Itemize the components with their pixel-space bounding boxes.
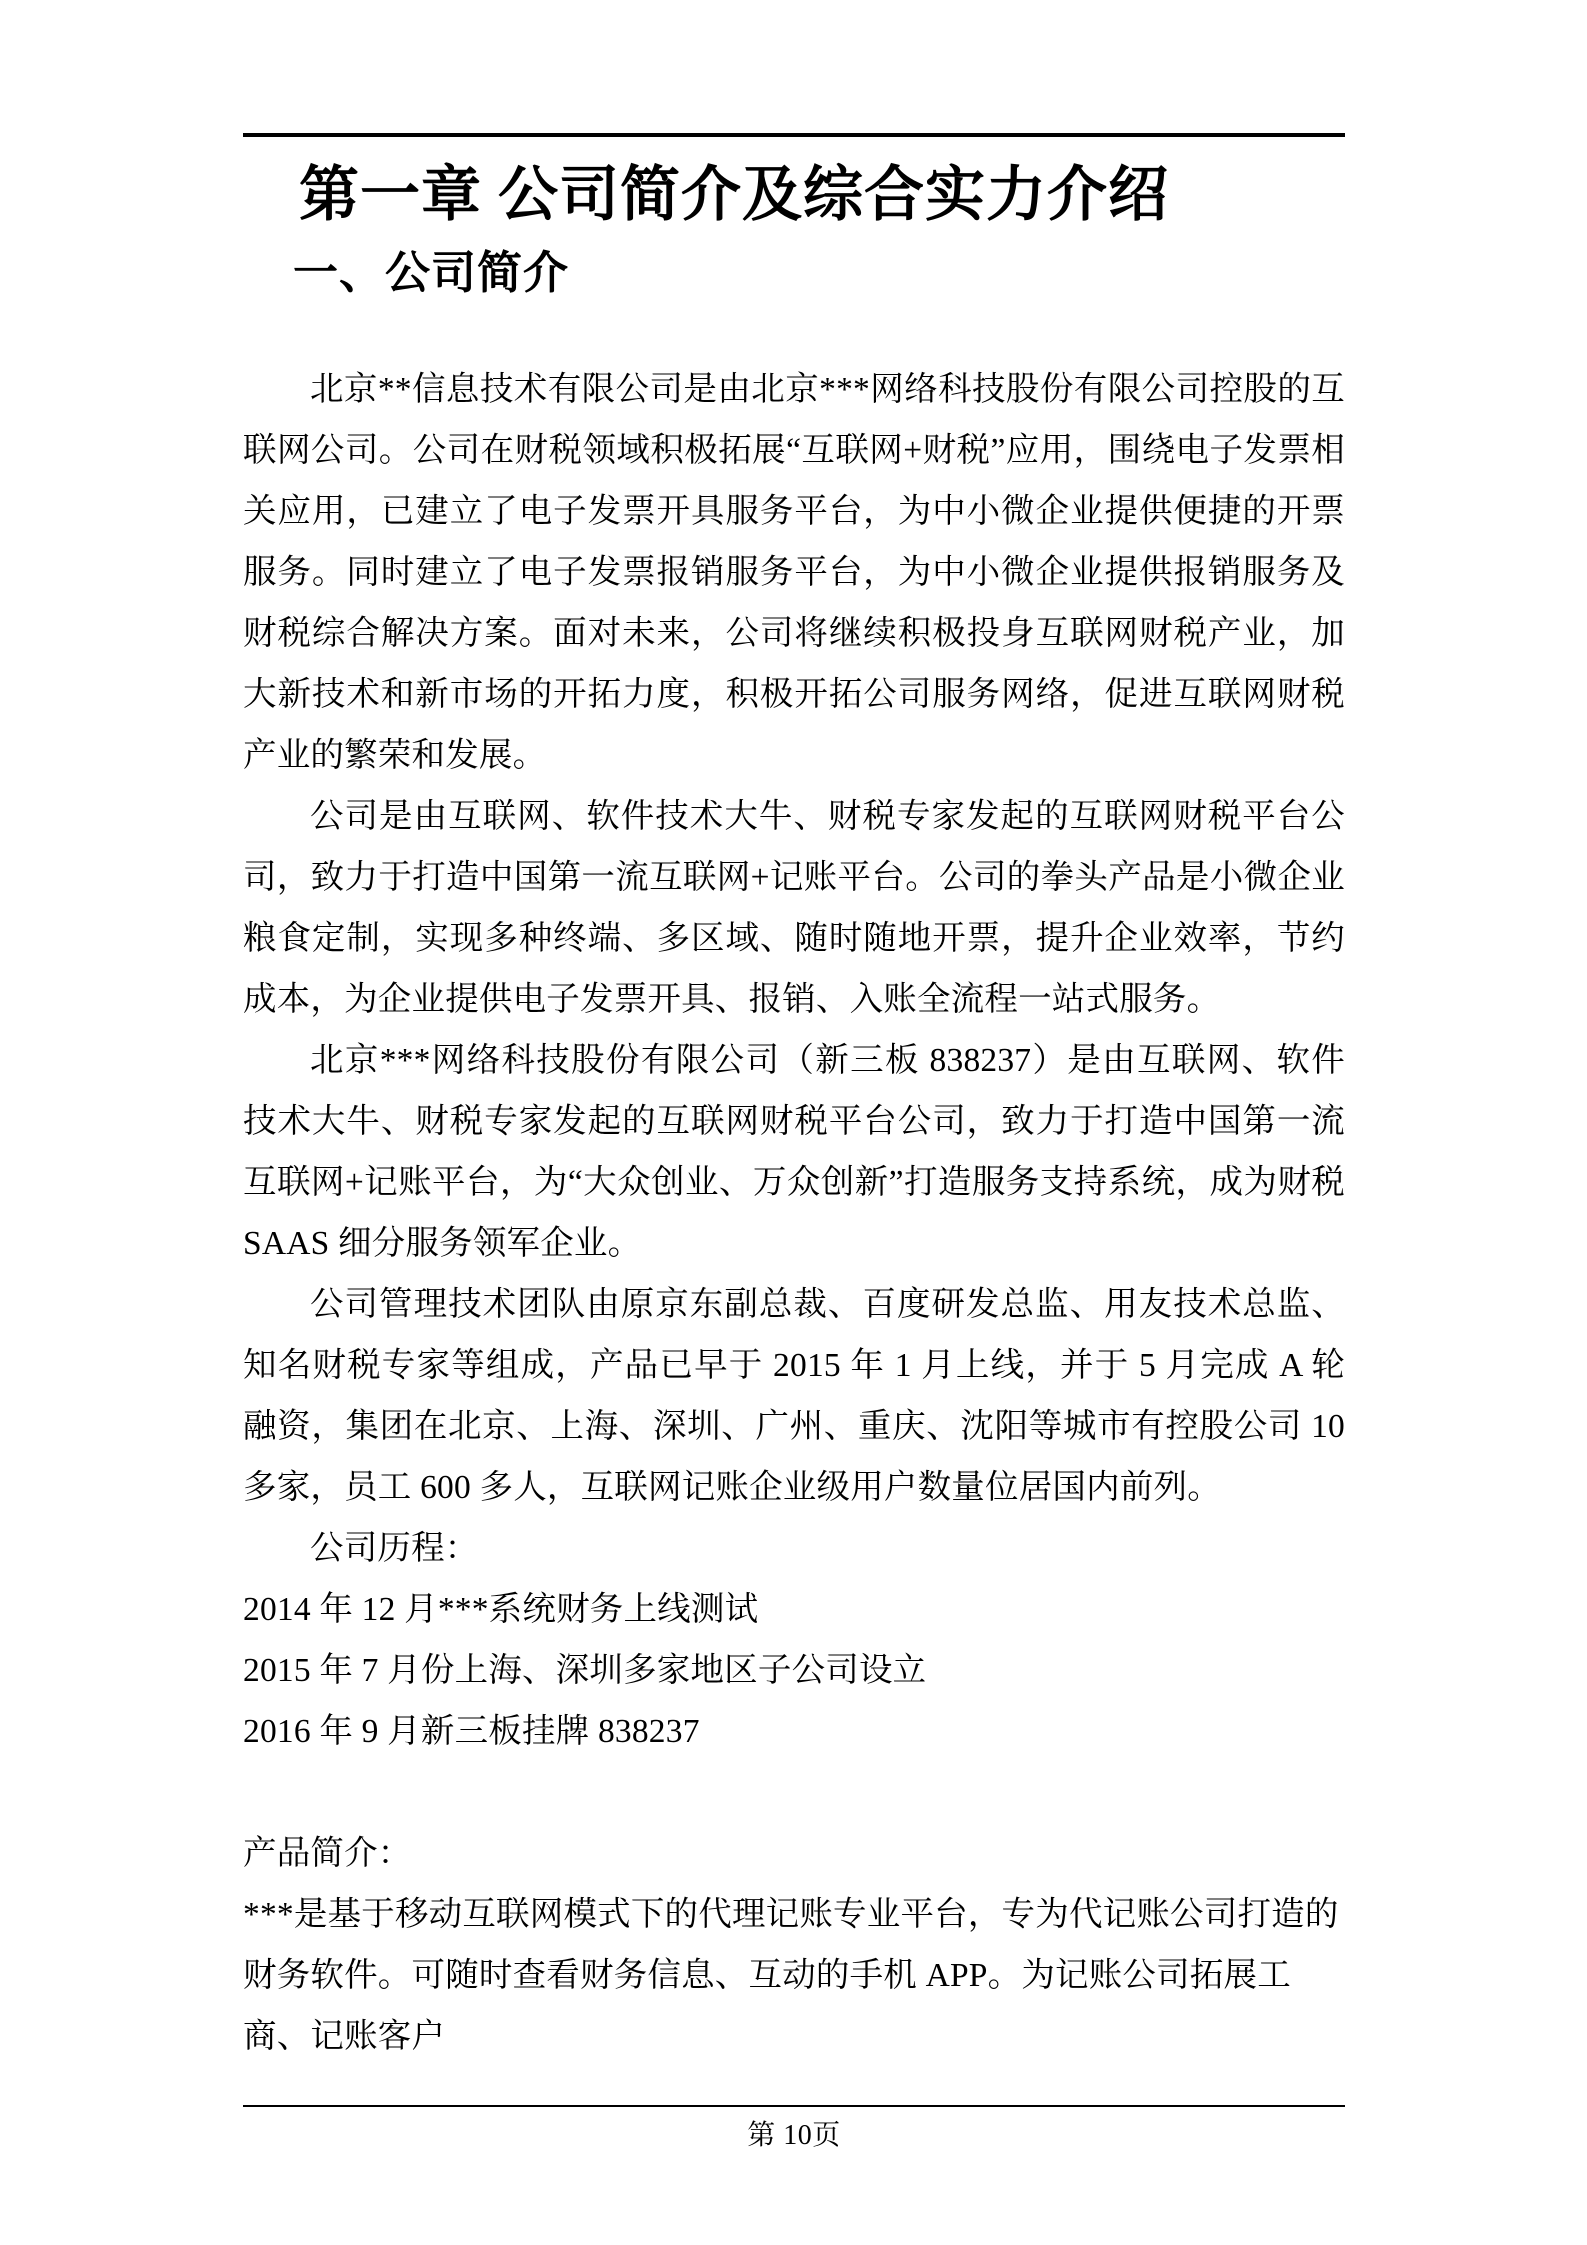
paragraph-parent-company: 北京***网络科技股份有限公司（新三板 838237）是由互联网、软件技术大牛、财税专家发起的互联网财税平台公司，致力于打造中国第一流互联网+记账平台，为“大众创业、万众创新”打造服务支持系统，成为财税 SAAS 细分服务领军企业。 (243, 1041, 1345, 1262)
body-text-block (243, 359, 1345, 2067)
list-item: 2014 年 12 月***系统财务上线测试 (243, 1590, 759, 1628)
paragraph-management-team: 公司管理技术团队由原京东副总裁、百度研发总监、用友技术总监、知名财税专家等组成，产品已早于 2015 年 1 月上线，并于 5 月完成 A 轮融资，集团在北京、上海、深圳、广州、重庆、沈阳等城市有控股公司 10 多家，员工 600 多人，互联网记账企业级用户数量位居国内前列。 (243, 1285, 1345, 1506)
paragraph-company-overview: 北京**信息技术有限公司是由北京***网络科技股份有限公司控股的互联网公司。公司在财税领域积极拓展“互联网+财税”应用，围绕电子发票相关应用，已建立了电子发票开具服务平台，为中小微企业提供便捷的开票服务。同时建立了电子发票报销服务平台，为中小微企业提供报销服务及财税综合解决方案。面对未来，公司将继续积极投身互联网财税产业，加大新技术和新市场的开拓力度，积极开拓公司服务网络，促进互联网财税产业的繁荣和发展。 (243, 370, 1345, 774)
paragraph-product-description: ***是基于移动互联网模式下的代理记账专业平台，专为代记账公司打造的财务软件。可随时查看财务信息、互动的手机 APP。为记账公司拓展工商、记账客户 (243, 1895, 1339, 2055)
page-number: 第 10页 (747, 2120, 841, 2151)
header-divider (243, 133, 1345, 137)
page-footer (0, 2045, 1587, 2245)
paragraph-spacer (243, 1762, 1345, 1823)
page-header (0, 0, 1587, 150)
section-heading: 一、公司简介 (293, 247, 570, 298)
list-item: 2016 年 9 月新三板挂牌 838237 (243, 1712, 700, 1750)
paragraph-company-founding: 公司是由互联网、软件技术大牛、财税专家发起的互联网财税平台公司，致力于打造中国第一流互联网+记账平台。公司的拳头产品是小微企业粮食定制，实现多种终端、多区域、随时随地开票，提升企业效率，节约成本，为企业提供电子发票开具、报销、入账全流程一站式服务。 (243, 797, 1345, 1018)
page-content (243, 160, 1345, 2067)
company-history-list (243, 1579, 1345, 1762)
footer-divider (243, 2105, 1345, 2107)
list-item: 2015 年 7 月份上海、深圳多家地区子公司设立 (243, 1651, 927, 1689)
product-label: 产品简介： (243, 1834, 412, 1872)
chapter-title: 第一章 公司简介及综合实力介绍 (299, 162, 1169, 228)
history-label: 公司历程： (310, 1529, 479, 1567)
